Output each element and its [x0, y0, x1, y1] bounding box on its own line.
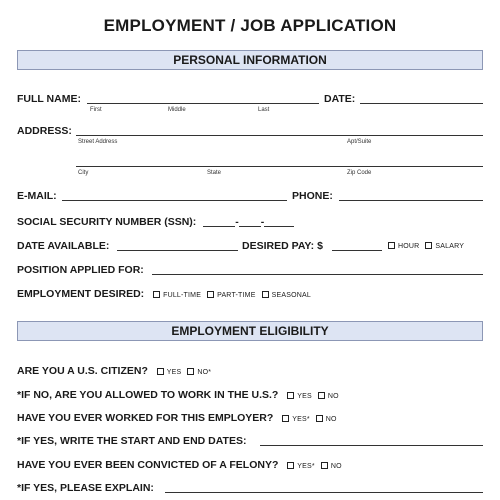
address-label: ADDRESS: — [17, 125, 72, 137]
zip-hint: Zip Code — [347, 170, 372, 176]
start-end-dates-input[interactable] — [260, 445, 483, 446]
position-label: POSITION APPLIED FOR: — [17, 264, 144, 276]
ssn-part2-input[interactable] — [239, 217, 261, 227]
phone-input[interactable] — [339, 200, 483, 201]
ssn-part3-input[interactable] — [264, 217, 294, 227]
felony-question-text: HAVE YOU EVER BEEN CONVICTED OF A FELONY? — [17, 459, 279, 471]
worked-no-label: NO — [325, 416, 337, 423]
explain-question: *IF YES, PLEASE EXPLAIN: — [17, 482, 154, 494]
street-address-input[interactable] — [76, 135, 483, 136]
desired-pay-input[interactable] — [332, 250, 382, 251]
form-title: EMPLOYMENT / JOB APPLICATION — [103, 16, 397, 35]
felony-yes-checkbox[interactable] — [287, 462, 294, 469]
full-name-label: FULL NAME: — [17, 93, 81, 105]
full-name-input[interactable] — [87, 103, 319, 104]
allowed-question — [17, 389, 339, 401]
section-personal-information: PERSONAL INFORMATION — [17, 50, 483, 70]
salary-option-label: SALARY — [435, 243, 465, 250]
seasonal-label: SEASONAL — [271, 292, 311, 299]
section-employment-eligibility: EMPLOYMENT ELIGIBILITY — [17, 321, 483, 341]
name-middle-hint: Middle — [168, 107, 186, 113]
date-available-input[interactable] — [117, 250, 238, 251]
date-label: DATE: — [324, 93, 356, 105]
pay-type-options — [382, 242, 464, 250]
part-time-label: PART-TIME — [217, 292, 256, 299]
date-input[interactable] — [360, 103, 483, 104]
ssn-label: SOCIAL SECURITY NUMBER (SSN): - - — [17, 216, 294, 228]
apt-hint: Apt/Suite — [347, 139, 372, 145]
allowed-no-checkbox[interactable] — [318, 392, 325, 399]
email-label: E-MAIL: — [17, 190, 57, 202]
allowed-question-text: *IF NO, ARE YOU ALLOWED TO WORK IN THE U.S.? — [17, 389, 279, 401]
citizen-no-checkbox[interactable] — [187, 368, 194, 375]
phone-label: PHONE: — [292, 190, 333, 202]
felony-no-checkbox[interactable] — [321, 462, 328, 469]
citizen-question — [17, 365, 211, 377]
worked-no-checkbox[interactable] — [316, 415, 323, 422]
dates-question: *IF YES, WRITE THE START AND END DATES: — [17, 435, 247, 447]
explain-input[interactable] — [165, 492, 483, 493]
street-hint: Street Address — [78, 139, 118, 145]
felony-question — [17, 459, 342, 471]
employment-desired-label — [17, 288, 311, 300]
full-time-checkbox[interactable] — [153, 291, 160, 298]
citizen-no-label: NO* — [197, 369, 212, 376]
full-time-label: FULL-TIME — [163, 292, 202, 299]
city-state-zip-input[interactable] — [76, 166, 483, 167]
date-available-label: DATE AVAILABLE: — [17, 240, 110, 252]
worked-yes-label: YES* — [292, 416, 310, 423]
hour-checkbox[interactable] — [388, 242, 395, 249]
allowed-yes-checkbox[interactable] — [287, 392, 294, 399]
seasonal-checkbox[interactable] — [262, 291, 269, 298]
citizen-yes-checkbox[interactable] — [157, 368, 164, 375]
name-last-hint: Last — [258, 107, 270, 113]
position-input[interactable] — [152, 274, 483, 275]
name-first-hint: First — [90, 107, 102, 113]
citizen-question-text: ARE YOU A U.S. CITIZEN? — [17, 365, 148, 377]
citizen-yes-label: YES — [166, 369, 182, 376]
ssn-label-text: SOCIAL SECURITY NUMBER (SSN): — [17, 216, 197, 228]
desired-pay-label: DESIRED PAY: $ — [242, 240, 323, 252]
worked-yes-checkbox[interactable] — [282, 415, 289, 422]
worked-question — [17, 412, 337, 424]
city-hint: City — [78, 170, 89, 176]
salary-checkbox[interactable] — [425, 242, 432, 249]
part-time-checkbox[interactable] — [207, 291, 214, 298]
allowed-no-label: NO — [327, 393, 339, 400]
felony-no-label: NO — [330, 463, 342, 470]
state-hint: State — [207, 170, 222, 176]
allowed-yes-label: YES — [297, 393, 312, 400]
worked-question-text: HAVE YOU EVER WORKED FOR THIS EMPLOYER? — [17, 412, 274, 424]
hour-option-label: HOUR — [398, 243, 420, 250]
felony-yes-label: YES* — [297, 463, 315, 470]
ssn-part1-input[interactable] — [203, 217, 235, 227]
employment-desired-text: EMPLOYMENT DESIRED: — [17, 288, 145, 300]
email-input[interactable] — [62, 200, 287, 201]
